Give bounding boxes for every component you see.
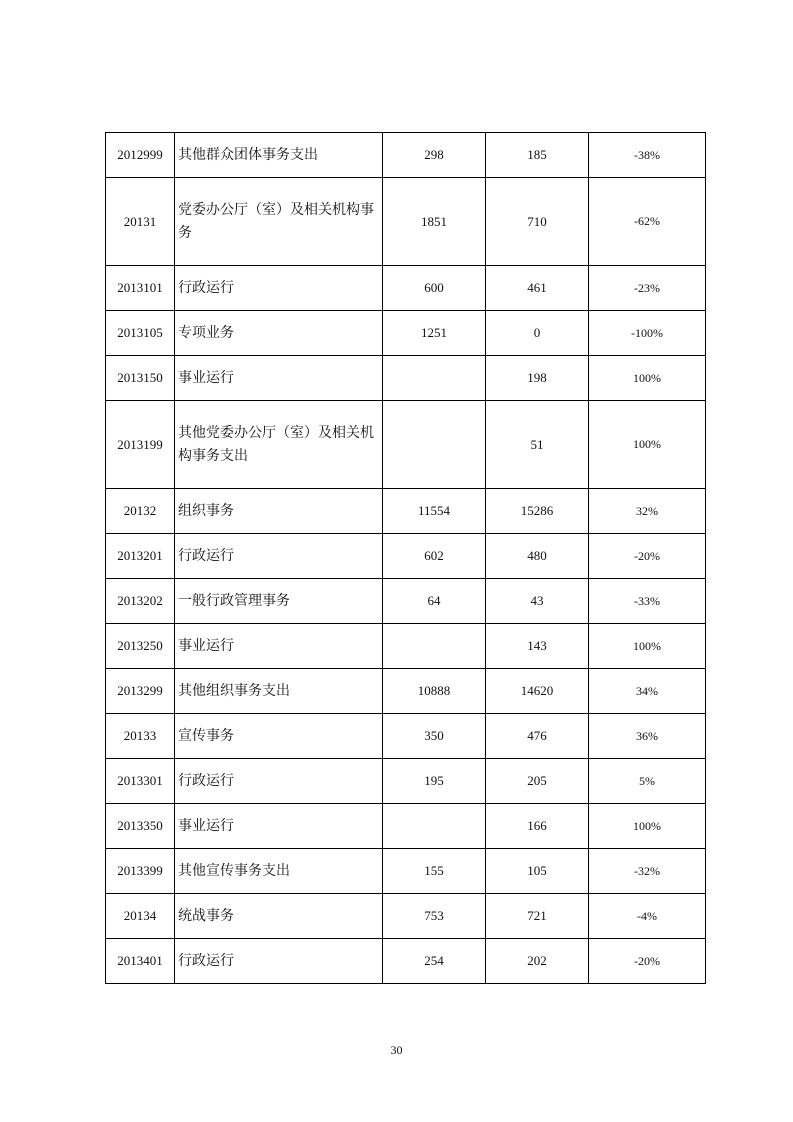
current-amount-cell: 185 (486, 133, 589, 178)
item-name-cell: 党委办公厅（室）及相关机构事务 (175, 178, 383, 266)
table-row (106, 266, 706, 311)
table-row (106, 356, 706, 401)
table-row (106, 311, 706, 356)
code-cell: 2012999 (106, 133, 175, 178)
change-percent-cell: 34% (589, 669, 706, 714)
code-cell: 2013199 (106, 401, 175, 489)
change-percent-cell: 5% (589, 759, 706, 804)
change-percent-cell: -20% (589, 939, 706, 984)
change-percent-cell: 100% (589, 624, 706, 669)
change-percent-cell: -32% (589, 849, 706, 894)
item-name-cell: 专项业务 (175, 311, 383, 356)
item-name-cell: 一般行政管理事务 (175, 579, 383, 624)
current-amount-cell: 105 (486, 849, 589, 894)
code-cell: 20133 (106, 714, 175, 759)
prior-amount-cell (383, 804, 486, 849)
table-row (106, 178, 706, 266)
prior-amount-cell: 753 (383, 894, 486, 939)
table-row (106, 669, 706, 714)
prior-amount-cell: 600 (383, 266, 486, 311)
change-percent-cell: 100% (589, 356, 706, 401)
table-row (106, 624, 706, 669)
table-row (106, 759, 706, 804)
prior-amount-cell: 155 (383, 849, 486, 894)
current-amount-cell: 43 (486, 579, 589, 624)
current-amount-cell: 202 (486, 939, 589, 984)
change-percent-cell: -62% (589, 178, 706, 266)
prior-amount-cell (383, 356, 486, 401)
item-name-cell: 其他组织事务支出 (175, 669, 383, 714)
table-row (106, 894, 706, 939)
item-name-cell: 行政运行 (175, 939, 383, 984)
table-row (106, 489, 706, 534)
current-amount-cell: 166 (486, 804, 589, 849)
item-name-cell: 行政运行 (175, 534, 383, 579)
code-cell: 2013401 (106, 939, 175, 984)
table-row (106, 579, 706, 624)
current-amount-cell: 0 (486, 311, 589, 356)
prior-amount-cell: 1251 (383, 311, 486, 356)
item-name-cell: 统战事务 (175, 894, 383, 939)
item-name-cell: 其他宣传事务支出 (175, 849, 383, 894)
prior-amount-cell: 64 (383, 579, 486, 624)
prior-amount-cell: 350 (383, 714, 486, 759)
item-name-cell: 其他群众团体事务支出 (175, 133, 383, 178)
change-percent-cell: -100% (589, 311, 706, 356)
current-amount-cell: 14620 (486, 669, 589, 714)
table-row (106, 849, 706, 894)
table-row (106, 534, 706, 579)
change-percent-cell: -4% (589, 894, 706, 939)
code-cell: 2013201 (106, 534, 175, 579)
code-cell: 2013350 (106, 804, 175, 849)
current-amount-cell: 143 (486, 624, 589, 669)
prior-amount-cell: 254 (383, 939, 486, 984)
prior-amount-cell: 195 (383, 759, 486, 804)
item-name-cell: 宣传事务 (175, 714, 383, 759)
current-amount-cell: 480 (486, 534, 589, 579)
prior-amount-cell: 10888 (383, 669, 486, 714)
table-row (106, 401, 706, 489)
change-percent-cell: -20% (589, 534, 706, 579)
change-percent-cell: 100% (589, 401, 706, 489)
code-cell: 2013202 (106, 579, 175, 624)
code-cell: 2013301 (106, 759, 175, 804)
item-name-cell: 事业运行 (175, 356, 383, 401)
code-cell: 20131 (106, 178, 175, 266)
code-cell: 2013105 (106, 311, 175, 356)
current-amount-cell: 710 (486, 178, 589, 266)
change-percent-cell: -33% (589, 579, 706, 624)
code-cell: 2013399 (106, 849, 175, 894)
change-percent-cell: 32% (589, 489, 706, 534)
table-row (106, 714, 706, 759)
change-percent-cell: 36% (589, 714, 706, 759)
prior-amount-cell (383, 401, 486, 489)
change-percent-cell: -23% (589, 266, 706, 311)
table-row (106, 804, 706, 849)
budget-table (105, 132, 706, 984)
item-name-cell: 其他党委办公厅（室）及相关机构事务支出 (175, 401, 383, 489)
change-percent-cell: 100% (589, 804, 706, 849)
page-number: 30 (390, 1043, 403, 1057)
code-cell: 2013150 (106, 356, 175, 401)
item-name-cell: 事业运行 (175, 804, 383, 849)
code-cell: 20134 (106, 894, 175, 939)
current-amount-cell: 198 (486, 356, 589, 401)
code-cell: 20132 (106, 489, 175, 534)
code-cell: 2013101 (106, 266, 175, 311)
table-row (106, 133, 706, 178)
prior-amount-cell (383, 624, 486, 669)
prior-amount-cell: 1851 (383, 178, 486, 266)
item-name-cell: 事业运行 (175, 624, 383, 669)
current-amount-cell: 476 (486, 714, 589, 759)
current-amount-cell: 51 (486, 401, 589, 489)
code-cell: 2013250 (106, 624, 175, 669)
current-amount-cell: 461 (486, 266, 589, 311)
prior-amount-cell: 602 (383, 534, 486, 579)
item-name-cell: 组织事务 (175, 489, 383, 534)
change-percent-cell: -38% (589, 133, 706, 178)
current-amount-cell: 205 (486, 759, 589, 804)
prior-amount-cell: 298 (383, 133, 486, 178)
current-amount-cell: 15286 (486, 489, 589, 534)
code-cell: 2013299 (106, 669, 175, 714)
item-name-cell: 行政运行 (175, 759, 383, 804)
prior-amount-cell: 11554 (383, 489, 486, 534)
item-name-cell: 行政运行 (175, 266, 383, 311)
table-row (106, 939, 706, 984)
current-amount-cell: 721 (486, 894, 589, 939)
